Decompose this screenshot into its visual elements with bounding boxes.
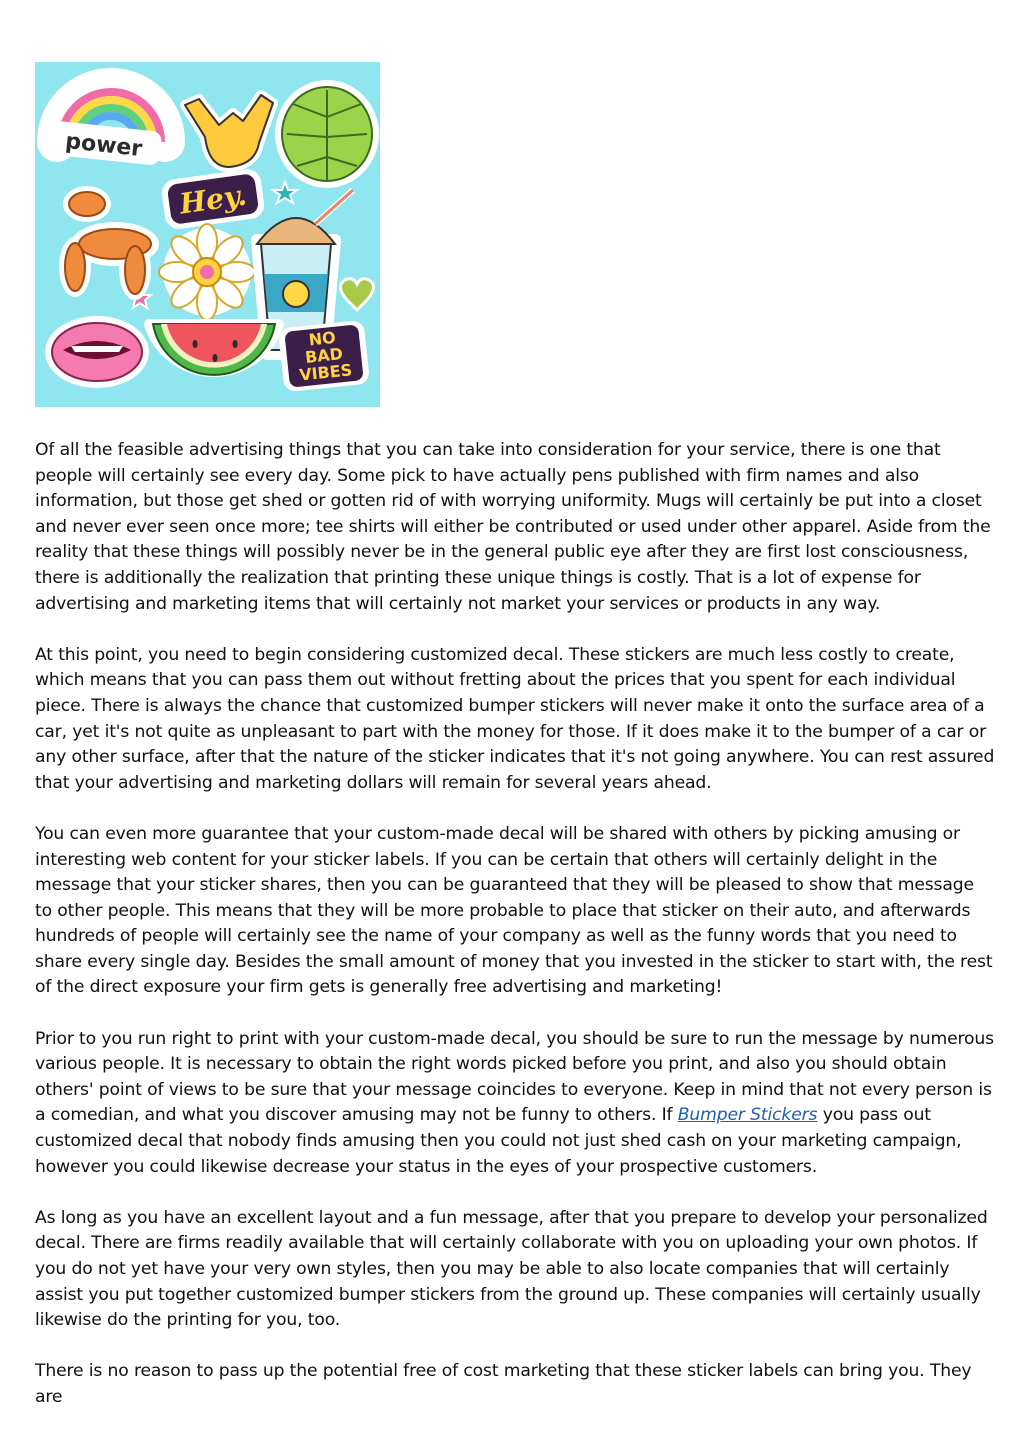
paragraph-5: As long as you have an excellent layout and a fun message, after that you prepare to develop your personalized decal. There are firms readily available that will certainly collaborate with you on uploading your own photos. If you do not yet have your very own styles, then you may be able to also locate companies that will certainly assist you put together customized bumper stickers from the ground up. These companies will certainly usually likewise do the printing for you, too. <box>35 1207 988 1331</box>
paragraph-4-text-end: you pass out customized decal that nobody finds amusing then you could not just shed cash on your marketing campaign, however you could likewise decrease your status in the eyes of your prospective customers. <box>35 1105 962 1177</box>
paragraph-1: Of all the feasible advertising things that you can take into consideration for your service, there is one that people will certainly see every day. Some pick to have actually pens published with firm names and also information, but those get shed or gotten rid of with worrying uniformity. Mugs will certainly be put into a closet and never ever seen once more; tee shirts will either be contributed or used under other apparel. Aside from the reality that these things will possibly never be in the general public eye after they are first lost consciousness, there is additionally the realization that printing these unique things is costly. That is a lot of expense for advertising and marketing items that will certainly not market your services or products in any way. <box>35 440 991 614</box>
rainbow-power-sticker <box>46 88 165 166</box>
sticker-collage-illustration <box>35 62 380 407</box>
paragraph-6: There is no reason to pass up the potential free of cost marketing that these sticker labels can bring you. They are <box>35 1361 972 1407</box>
paragraph-4 <box>35 1027 995 1181</box>
leaf-sticker <box>275 80 379 188</box>
paragraph-2: At this point, you need to begin considering customized decal. These stickers are much less costly to create, which means that you can pass them out without fretting about the prices that you spent for each individual piece. There is always the chance that customized bumper stickers will never make it onto the surface area of a car, yet it's not quite as unpleasant to part with the money for those. If it does make it to the bumper of a car or any other surface, after that the nature of the sticker indicates that it's not going anywhere. You can rest assured that your advertising and marketing dollars will remain for several years ahead. <box>35 644 995 793</box>
article-body <box>35 438 995 1436</box>
daisy-flower-sticker <box>159 224 255 320</box>
hey-text: Hey. <box>177 178 249 221</box>
star-icon <box>273 182 297 203</box>
paragraph-3: You can even more guarantee that your custom-made decal will be shared with others by picking amusing or interesting web content for your sticker labels. If you can be certain that others will certainly delight in the message that your sticker shares, then you can be guaranteed that they will be pleased to show that message to other people. This means that they will be more probable to place that sticker on their auto, and afterwards hundreds of people will certainly see the name of your company as well as the funny words that you need to share every single day. Besides the small amount of money that you invested in the sticker to start with, the rest of the direct exposure your firm gets is generally free advertising and marketing! <box>35 823 993 998</box>
sticker-collage-image <box>35 62 380 407</box>
paragraph-4-text-start: Prior to you run right to print with your custom-made decal, you should be sure to run the message by numerous various people. It is necessary to obtain the right words picked before you print, and also you should obtain others' point of views to be sure that your message coincides to everyone. Keep in mind that not every person is a comedian, and what you discover amusing may not be funny to others. If <box>35 1028 994 1126</box>
balloon-dog-sticker <box>59 186 159 300</box>
heart-icon <box>340 279 373 310</box>
hey-sticker <box>160 167 266 230</box>
shaka-hand-sticker <box>185 95 273 167</box>
vibes-text: VIBES <box>298 360 354 385</box>
no-text: NO <box>307 327 337 350</box>
bad-text: BAD <box>304 344 344 367</box>
no-bad-vibes-sticker <box>278 320 370 393</box>
lips-sticker <box>45 316 149 388</box>
watermelon-sticker <box>149 324 279 375</box>
bumper-stickers-link[interactable]: Bumper Stickers <box>677 1105 818 1126</box>
power-text: power <box>64 129 144 162</box>
